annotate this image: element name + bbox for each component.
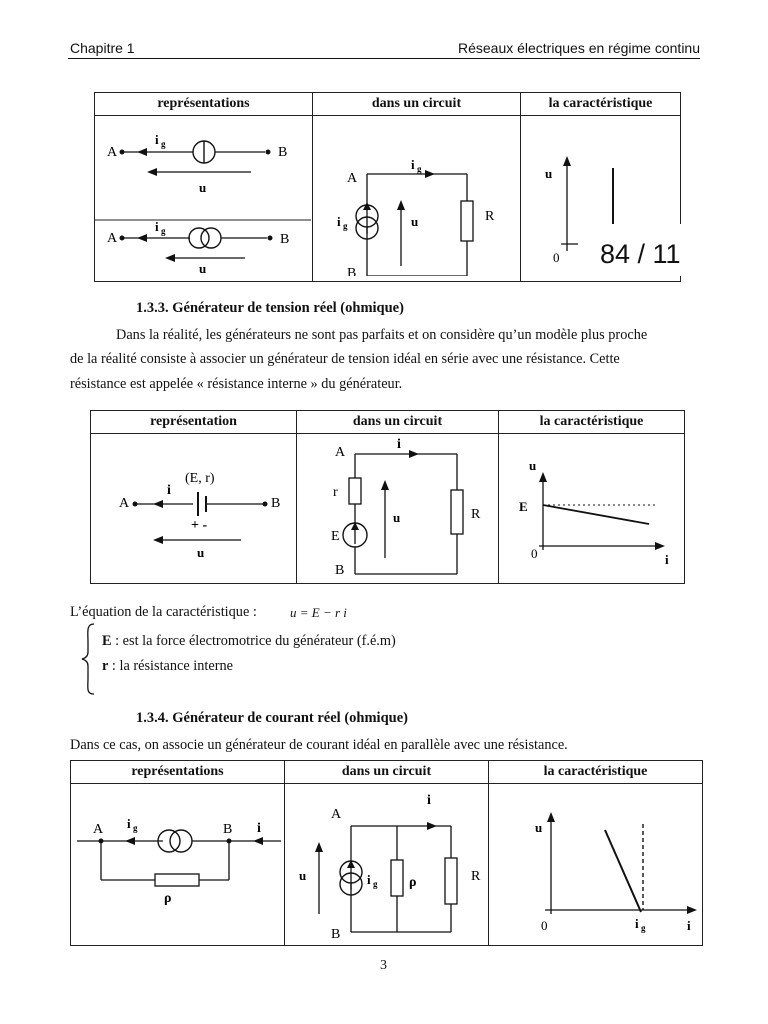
- t2p-label-i: i: [665, 552, 669, 567]
- label-ig2: i: [155, 219, 159, 234]
- plot-label-zero: 0: [553, 250, 560, 265]
- t2c-label-B: B: [335, 563, 345, 578]
- real-voltage-characteristic-plot: [499, 434, 683, 578]
- label-ig2-sub: g: [161, 226, 166, 236]
- label-B2: B: [280, 232, 290, 247]
- table2-header-circuit: dans un circuit: [297, 411, 499, 434]
- t2p-label-zero: 0: [531, 546, 538, 561]
- t2c-label-r: r: [333, 485, 338, 500]
- t2c-label-i: i: [397, 437, 401, 452]
- table1-header-representations: représentations: [95, 93, 313, 116]
- equation-intro: L’équation de la caractéristique :: [70, 604, 257, 620]
- t3p-label-u: u: [535, 820, 543, 835]
- current-source-symbols: [95, 116, 311, 276]
- circuit-label-ig-sub: g: [417, 164, 422, 174]
- t2-label-plusminus: + -: [191, 518, 208, 533]
- table2-circuit-cell: [297, 434, 499, 584]
- section-133-line2: de la réalité consiste à associer un générateur de tension idéal en série avec une résistance. Cette: [70, 351, 620, 367]
- real-current-circuit: [285, 784, 487, 940]
- label-ig: i: [155, 132, 159, 147]
- equation-formula: u = E − r i: [290, 605, 347, 620]
- table1-header-circuit: dans un circuit: [313, 93, 521, 116]
- table3-characteristic-cell: [489, 784, 703, 946]
- t3c-label-i: i: [427, 793, 431, 808]
- section-133-title: 1.3.3. Générateur de tension réel (ohmique): [136, 300, 404, 316]
- table2-representation-cell: [91, 434, 297, 584]
- t3p-label-ig: i: [635, 916, 639, 931]
- t3-label-B: B: [223, 822, 233, 837]
- circuit-label-B: B: [347, 266, 357, 276]
- equation-item-E-text: : est la force électromotrice du générateur (f.é.m): [111, 633, 396, 649]
- circuit-label-R: R: [485, 209, 495, 224]
- circuit-source-label-sub: g: [343, 221, 348, 231]
- equation-item-E: [102, 633, 396, 650]
- t2c-label-A: A: [335, 445, 346, 460]
- section-134-title: 1.3.4. Générateur de courant réel (ohmique): [136, 710, 408, 726]
- real-current-source-symbol: [71, 784, 283, 940]
- equation-item-E-symbol: E: [102, 633, 112, 649]
- circuit-label-A: A: [347, 171, 358, 186]
- table3-header-representations: représentations: [71, 761, 285, 784]
- t3-label-i: i: [257, 821, 261, 836]
- t2c-label-u: u: [393, 510, 401, 525]
- t3c-label-u: u: [299, 868, 307, 883]
- table1-representations-cell: [95, 116, 313, 282]
- t2-label-A: A: [119, 496, 130, 511]
- circuit-label-ig: i: [411, 157, 415, 172]
- label-u: u: [199, 180, 207, 195]
- table2-header-representation: représentation: [91, 411, 297, 434]
- t3-label-ig: i: [127, 816, 131, 831]
- chapter-title: Réseaux électriques en régime continu: [457, 40, 700, 56]
- table2-characteristic-cell: [499, 434, 685, 584]
- voltage-source-symbol: [91, 434, 295, 578]
- equation-brace: [80, 622, 100, 696]
- table2-header-characteristic: la caractéristique: [499, 411, 685, 434]
- real-current-generator-table: [70, 760, 703, 946]
- table3-circuit-cell: [285, 784, 489, 946]
- t3p-label-ig-sub: g: [641, 923, 646, 933]
- t3-label-ig-sub: g: [133, 823, 138, 833]
- t2-label-i: i: [167, 483, 171, 498]
- label-ig-sub: g: [161, 139, 166, 149]
- t3-label-rho: ρ: [164, 891, 172, 906]
- t2-label-u: u: [197, 545, 205, 560]
- t3c-label-rho: ρ: [409, 875, 417, 890]
- section-134-para: Dans ce cas, on associe un générateur de courant idéal en parallèle avec une résistance.: [70, 737, 568, 753]
- real-voltage-generator-table: [90, 410, 685, 584]
- t2-label-Er: (E, r): [185, 471, 215, 486]
- t3c-label-ig-sub: g: [373, 879, 378, 889]
- equation-item-r: [102, 658, 233, 675]
- circuit-label-u: u: [411, 214, 419, 229]
- t3c-label-A: A: [331, 807, 342, 822]
- real-current-characteristic-plot: [489, 784, 701, 940]
- table1-header-characteristic: la caractéristique: [521, 93, 681, 116]
- label-A2: A: [107, 231, 118, 246]
- table3-representations-cell: [71, 784, 285, 946]
- header-rule: [68, 58, 700, 59]
- t2-label-B: B: [271, 496, 281, 511]
- table3-header-circuit: dans un circuit: [285, 761, 489, 784]
- t2p-label-u: u: [529, 458, 537, 473]
- chapter-label: Chapitre 1: [70, 40, 135, 56]
- equation-item-r-text: : la résistance interne: [108, 658, 234, 674]
- circuit-source-label: i: [337, 214, 341, 229]
- t3p-label-i: i: [687, 918, 691, 933]
- label-B: B: [278, 145, 288, 160]
- t3c-label-B: B: [331, 927, 341, 940]
- ideal-current-source-circuit: [313, 116, 519, 276]
- t2c-label-E: E: [331, 529, 340, 544]
- t3c-label-R: R: [471, 869, 481, 884]
- real-voltage-circuit: [297, 434, 497, 578]
- t3c-label-ig: i: [367, 872, 371, 887]
- label-u2: u: [199, 261, 207, 276]
- t2c-label-R: R: [471, 507, 481, 522]
- table1-circuit-cell: [313, 116, 521, 282]
- section-133-line1: Dans la réalité, les générateurs ne sont pas parfaits et on considère qu’un modèle plus proche: [116, 327, 648, 343]
- equation-item-r-symbol: r: [102, 658, 109, 674]
- t2p-label-E: E: [519, 499, 528, 514]
- t3p-label-zero: 0: [541, 918, 548, 933]
- section-133-line3: résistance est appelée « résistance interne » du générateur.: [70, 376, 403, 392]
- page-counter: 84 / 11: [600, 239, 681, 269]
- table3-header-characteristic: la caractéristique: [489, 761, 703, 784]
- label-A: A: [107, 145, 118, 160]
- t3-label-A: A: [93, 822, 104, 837]
- page-number: 3: [380, 958, 387, 973]
- plot-label-u: u: [545, 166, 553, 181]
